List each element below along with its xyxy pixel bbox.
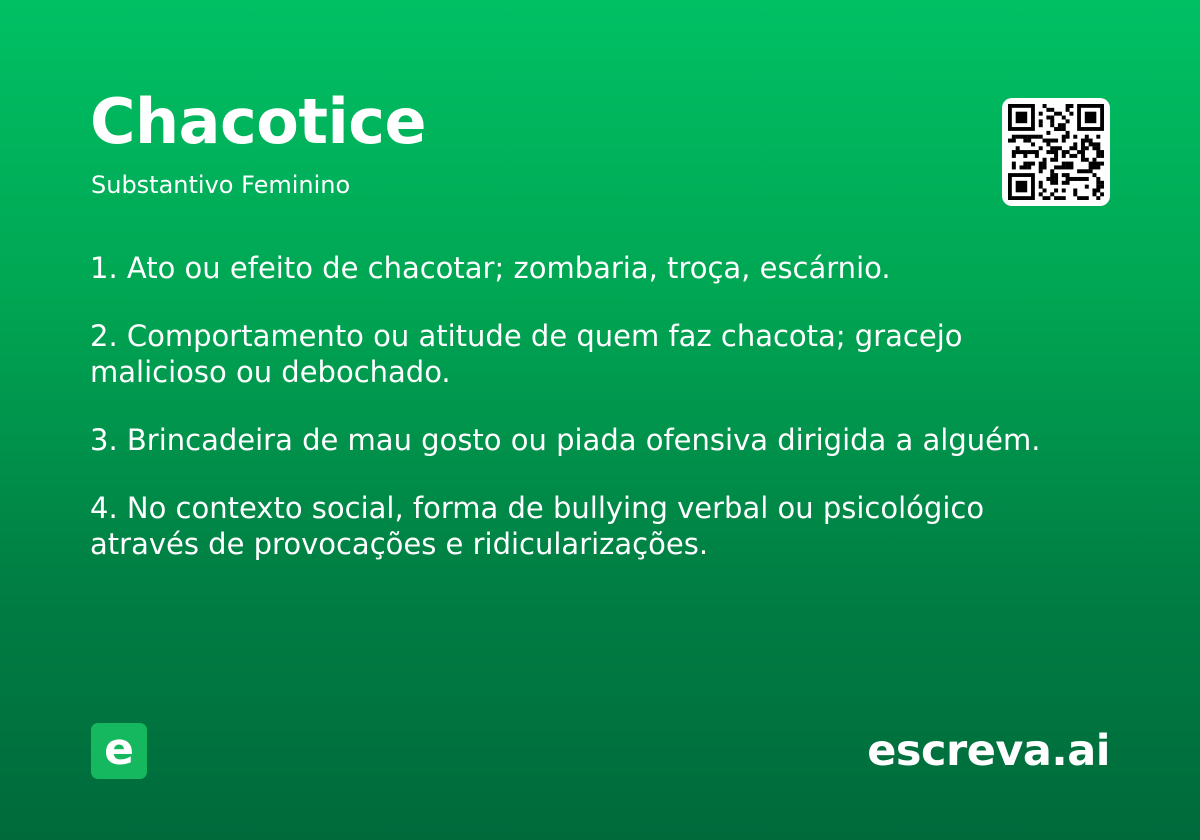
qr-code-icon[interactable] xyxy=(1002,98,1110,206)
definition-list xyxy=(90,250,1070,594)
brand-badge-icon[interactable]: e xyxy=(91,723,147,779)
definition-item: 3. Brincadeira de mau gosto ou piada ofensiva dirigida a alguém. xyxy=(90,423,1041,457)
definition-item: 4. No contexto social, forma de bullying verbal ou psicológico através de provocações e ridicularizações. xyxy=(90,491,985,561)
brand-wordmark[interactable]: escreva.ai xyxy=(867,726,1110,776)
definition-item: 1. Ato ou efeito de chacotar; zombaria, troça, escárnio. xyxy=(90,251,891,285)
word-title: Chacotice xyxy=(90,85,427,158)
qr-code-graphic xyxy=(1008,104,1104,200)
word-class: Substantivo Feminino xyxy=(91,171,351,199)
definition-item: 2. Comportamento ou atitude de quem faz chacota; gracejo malicioso ou debochado. xyxy=(90,319,963,389)
